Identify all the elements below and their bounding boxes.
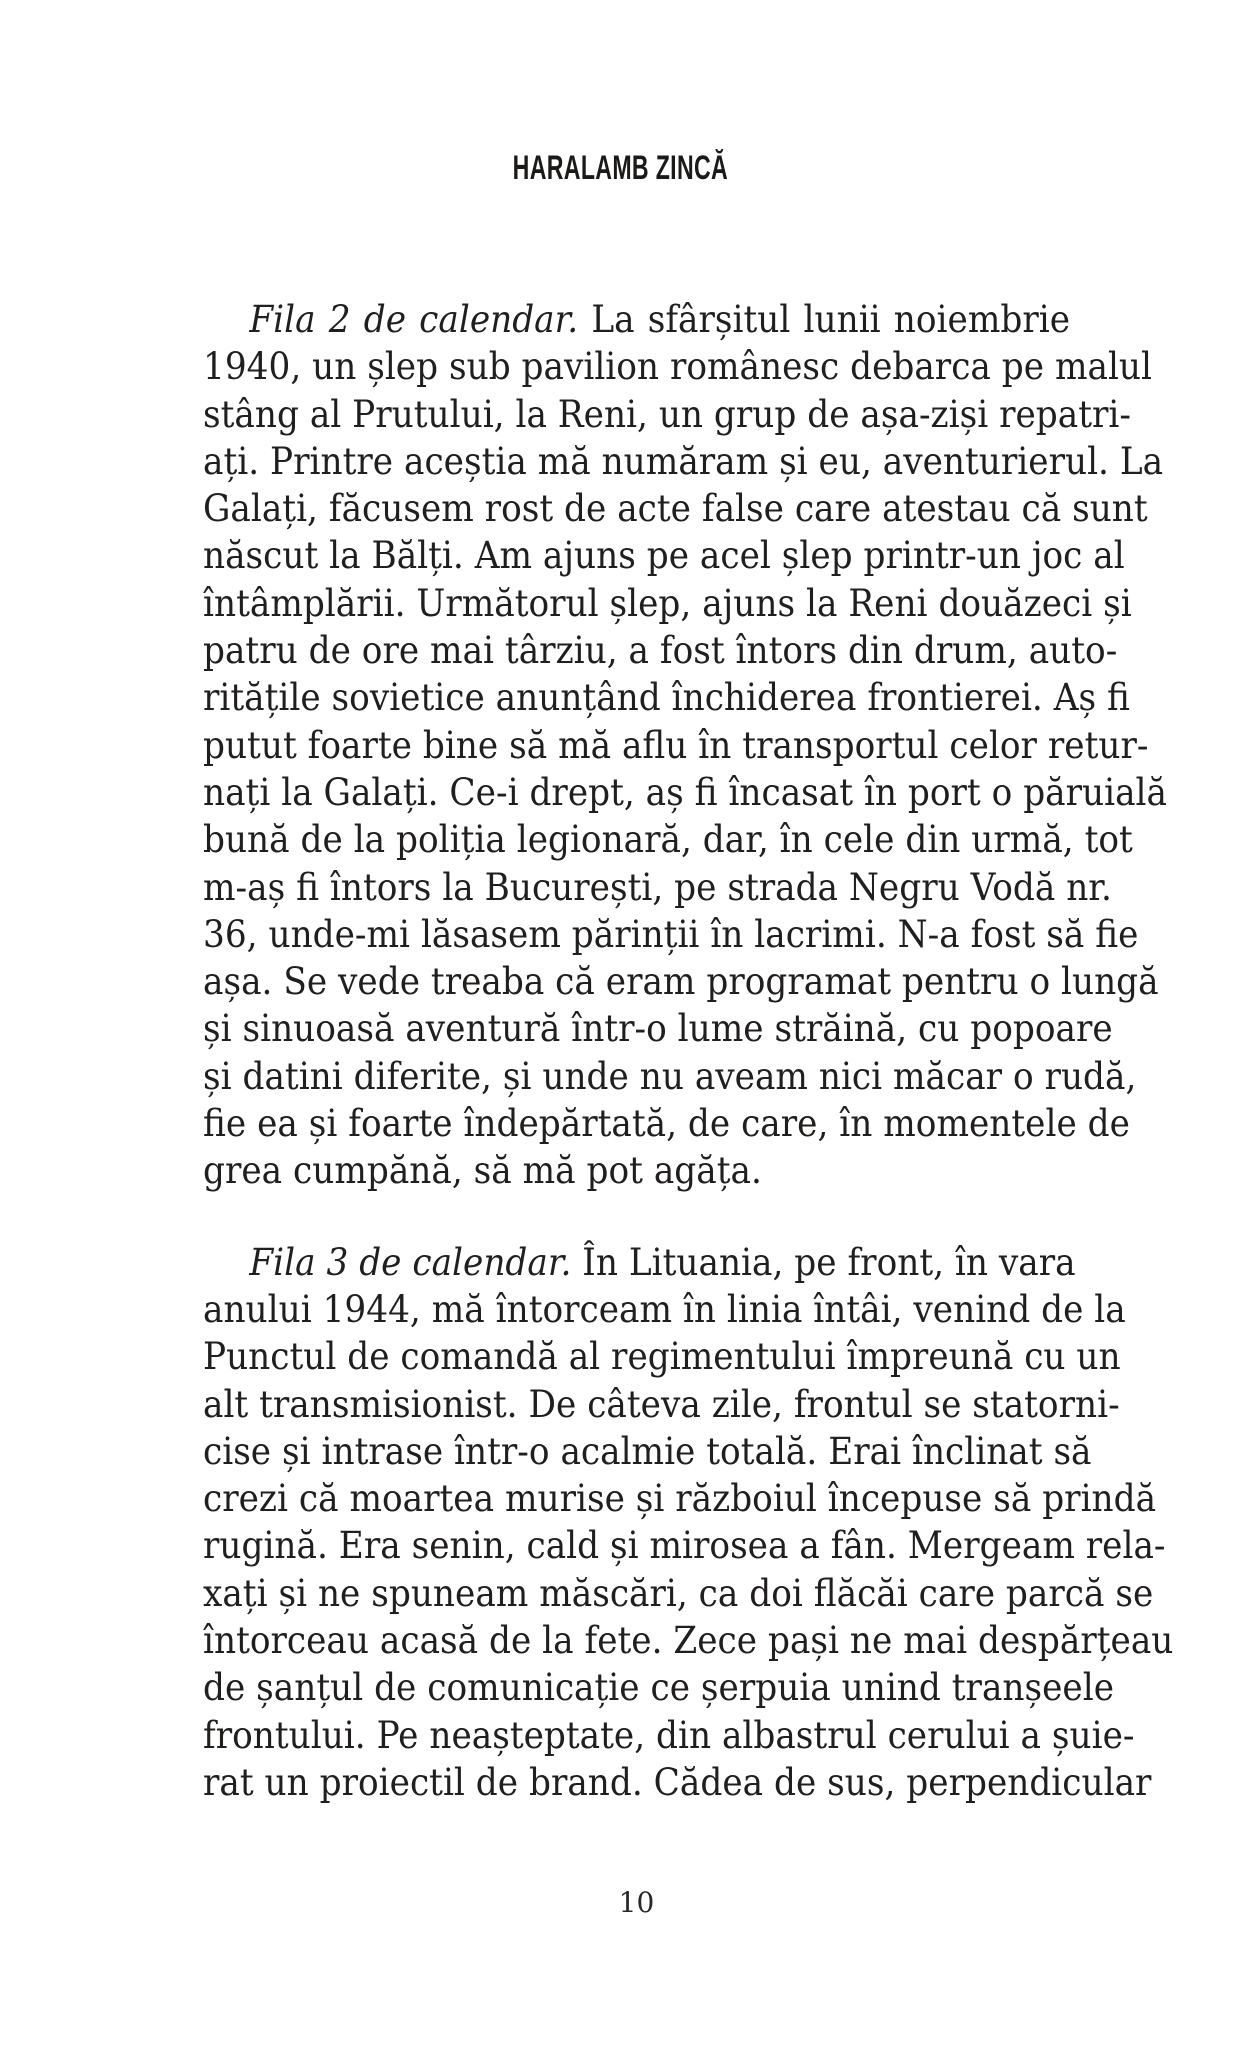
text-line: xați și ne spuneam măscări, ca doi flăcăi care parcă se bbox=[203, 1571, 1154, 1615]
paragraph bbox=[203, 1239, 1174, 1807]
text-line: cise și intrase într-o acalmie totală. Erai înclinat să bbox=[203, 1429, 1092, 1473]
text-line: nați la Galați. Ce-i drept, aș fi încasat în port o păruială bbox=[203, 770, 1167, 814]
paragraph-lead-italic: Fila 3 de calendar. bbox=[249, 1240, 572, 1284]
text-line: m-aș fi întors la București, pe strada Negru Vodă nr. bbox=[203, 865, 1112, 909]
text-line: grea cumpănă, să mă pot agăța. bbox=[203, 1149, 762, 1193]
text-line: Fila 2 de calendar. La sfârșitul lunii noiembrie bbox=[249, 298, 1071, 341]
text-line: bună de la poliția legionară, dar, în cele din urmă, tot bbox=[203, 818, 1133, 862]
text-line: stâng al Prutului, la Reni, un grup de așa-ziși repatri- bbox=[203, 392, 1131, 436]
text-line: rugină. Era senin, cald și mirosea a fân. Mergeam rela- bbox=[203, 1524, 1166, 1568]
text-line: Punctul de comandă al regimentului împreună cu un bbox=[203, 1335, 1121, 1379]
text-line: 36, unde-mi lăsasem părinții în lacrimi. N-a fost să fie bbox=[203, 912, 1139, 956]
author-name: HARALAMB ZINCĂ bbox=[512, 149, 728, 187]
text-line: ritățile sovietice anunțând închiderea frontierei. Aș fi bbox=[203, 676, 1130, 720]
body-text-block bbox=[203, 296, 1174, 1806]
text-line: 1940, un șlep sub pavilion românesc debarca pe malul bbox=[203, 345, 1152, 389]
paragraph-lead-italic: Fila 2 de calendar. bbox=[249, 298, 579, 341]
page-number: 10 bbox=[618, 1886, 655, 1919]
text-line: întorceau acasă de la fete. Zece pași ne mai despărțeau bbox=[203, 1619, 1174, 1663]
text-line: născut la Bălți. Am ajuns pe acel șlep printr-un joc al bbox=[203, 534, 1125, 578]
paragraph bbox=[203, 296, 1167, 1195]
text-line: frontului. Pe neașteptate, din albastrul cerului a șuie- bbox=[203, 1713, 1135, 1757]
text-line: întâmplării. Următorul șlep, ajuns la Reni douăzeci și bbox=[203, 581, 1132, 625]
text-line: de șanțul de comunicație ce șerpuia unind tranșeele bbox=[203, 1666, 1114, 1710]
running-head-author bbox=[0, 150, 1240, 186]
text-line: fie ea și foarte îndepărtată, de care, în momentele de bbox=[203, 1102, 1130, 1146]
text-line: anului 1944, mă întorceam în linia întâi, venind de la bbox=[203, 1287, 1126, 1331]
text-line: Galați, făcusem rost de acte false care atestau că sunt bbox=[203, 487, 1148, 531]
text-line: crezi că moartea murise și războiul începuse să prindă bbox=[203, 1477, 1157, 1521]
text-line: așa. Se vede treaba că eram programat pentru o lungă bbox=[203, 960, 1159, 1004]
text-line: alt transmisionist. De câteva zile, frontul se statorni- bbox=[203, 1382, 1120, 1426]
text-line: patru de ore mai târziu, a fost întors din drum, auto- bbox=[203, 629, 1118, 673]
text-line: ați. Printre aceștia mă număram și eu, aventurierul. La bbox=[203, 439, 1164, 483]
text-line: putut foarte bine să mă aflu în transportul celor retur- bbox=[203, 723, 1149, 767]
text-line: Fila 3 de calendar. În Lituania, pe front, în vara bbox=[249, 1240, 1076, 1284]
text-line: rat un proiectil de brand. Cădea de sus, perpendicular bbox=[203, 1760, 1152, 1804]
text-line: și sinuoasă aventură într-o lume străină, cu popoare bbox=[203, 1007, 1113, 1051]
text-line: și datini diferite, și unde nu aveam nici măcar o rudă, bbox=[203, 1054, 1137, 1098]
